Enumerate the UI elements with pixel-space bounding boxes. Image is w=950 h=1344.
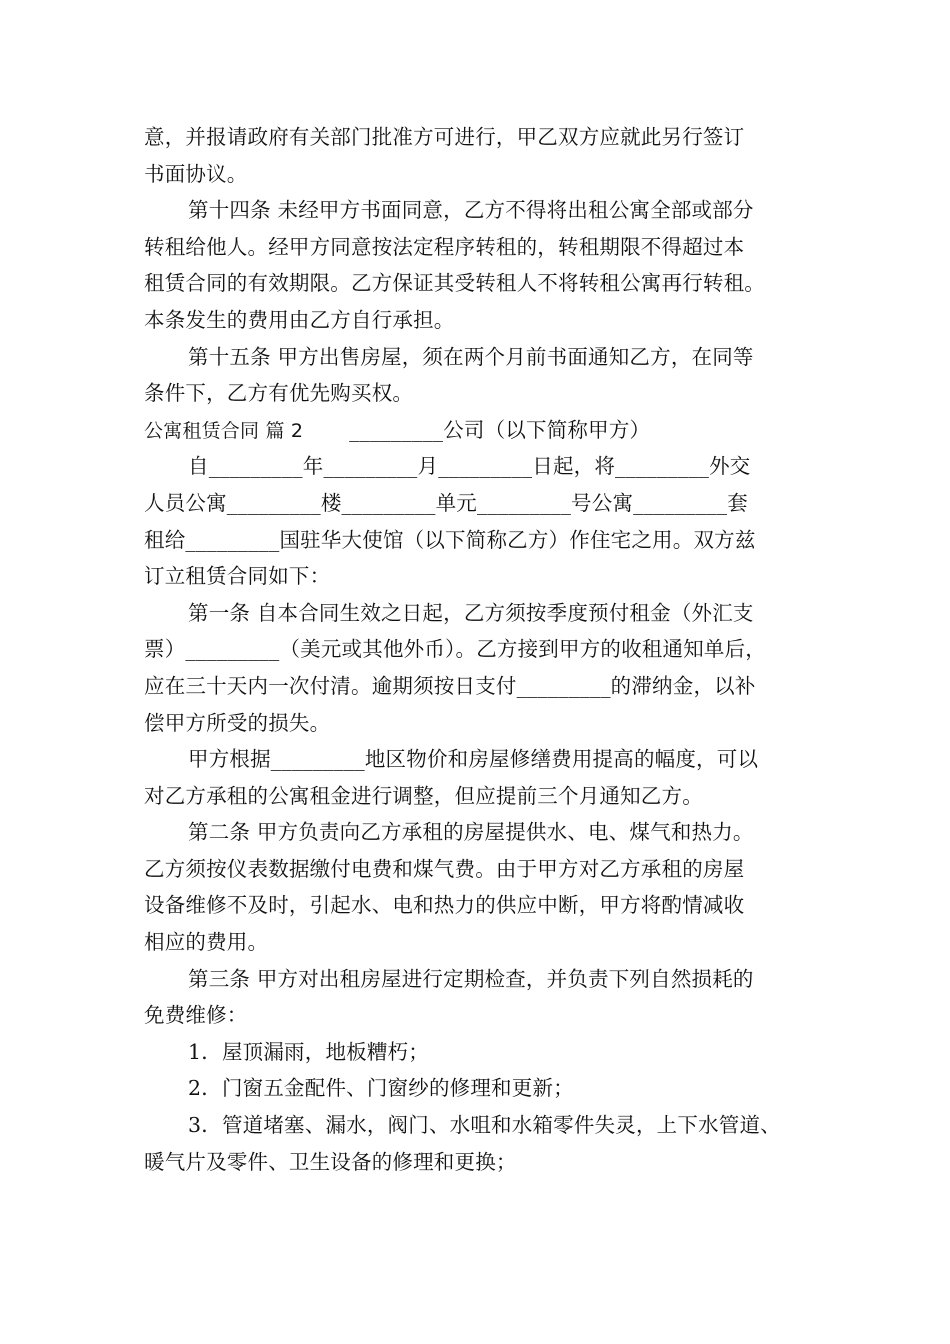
text-line: 书面协议。 xyxy=(144,161,248,186)
text-line: 订立租赁合同如下： xyxy=(144,564,331,589)
text-line: 票）_________（美元或其他外币）。乙方接到甲方的收租通知单后， xyxy=(144,637,766,662)
text-line: 第十四条 未经甲方书面同意，乙方不得将出租公寓全部或部分 xyxy=(188,198,754,223)
text-line: 设备维修不及时，引起水、电和热力的供应中断，甲方将酌情减收 xyxy=(144,893,745,918)
text-line: 自_________年_________月_________日起，将_________外交 xyxy=(188,454,751,479)
section-heading-title: 公寓租赁合同 篇 2 xyxy=(144,419,304,442)
text-line: 第三条 甲方对出租房屋进行定期检查，并负责下列自然损耗的 xyxy=(188,966,754,991)
paragraph-block-1 xyxy=(144,119,824,412)
text-line: 第二条 甲方负责向乙方承租的房屋提供水、电、煤气和热力。 xyxy=(188,820,754,845)
text-line: 本条发生的费用由乙方自行承担。 xyxy=(144,307,455,332)
paragraph-block-2 xyxy=(144,448,824,1180)
document-page xyxy=(144,119,824,1180)
text-line: 人员公寓_________楼_________单元_________号公寓_________套 xyxy=(144,490,748,515)
text-line: 转租给他人。经甲方同意按法定程序转租的，转租期限不得超过本 xyxy=(144,234,745,259)
text-line: 条件下，乙方有优先购买权。 xyxy=(144,381,414,406)
text-line: 1．屋顶漏雨，地板糟朽； xyxy=(188,1039,429,1064)
text-line: 第一条 自本合同生效之日起，乙方须按季度预付租金（外汇支 xyxy=(188,600,754,625)
text-line: 相应的费用。 xyxy=(144,930,269,955)
text-line: 乙方须按仪表数据缴付电费和煤气费。由于甲方对乙方承租的房屋 xyxy=(144,856,745,881)
text-line: 租赁合同的有效期限。乙方保证其受转租人不将转租公寓再行转租。 xyxy=(144,271,765,296)
text-line: 免费维修： xyxy=(144,1003,248,1028)
section-heading-rest: _________公司（以下简称甲方） xyxy=(349,417,651,442)
text-line: 2．门窗五金配件、门窗纱的修理和更新； xyxy=(188,1076,574,1101)
text-line: 意，并报请政府有关部门批准方可进行，甲乙双方应就此另行签订 xyxy=(144,125,745,149)
section-heading-line xyxy=(144,412,824,449)
text-line: 对乙方承租的公寓租金进行调整，但应提前三个月通知乙方。 xyxy=(144,783,703,808)
text-line: 第十五条 甲方出售房屋，须在两个月前书面通知乙方，在同等 xyxy=(188,344,754,369)
text-line: 租给_________国驻华大使馆（以下简称乙方）作住宅之用。双方兹 xyxy=(144,527,756,552)
text-line: 3．管道堵塞、漏水，阀门、水咀和水箱零件失灵，上下水管道、 xyxy=(188,1113,781,1138)
text-line: 偿甲方所受的损失。 xyxy=(144,710,331,735)
text-line: 甲方根据_________地区物价和房屋修缮费用提高的幅度，可以 xyxy=(188,747,759,772)
text-line: 应在三十天内一次付清。逾期须按日支付_________的滞纳金，以补 xyxy=(144,673,756,698)
text-line: 暖气片及零件、卫生设备的修理和更换； xyxy=(144,1149,517,1174)
